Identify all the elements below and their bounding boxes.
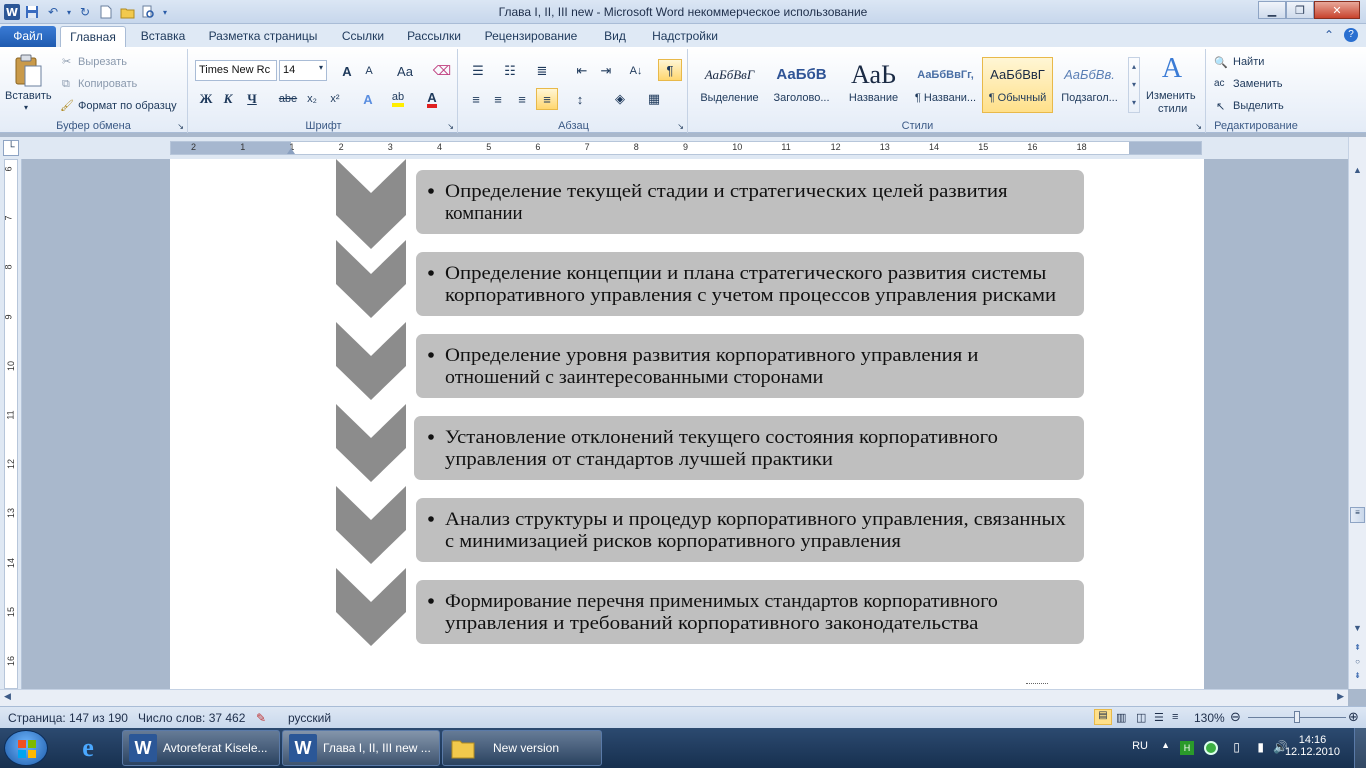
ruler-number: 14 [929, 142, 940, 152]
ruler-number: 14 [6, 557, 17, 568]
tab-references[interactable]: Ссылки [341, 29, 385, 43]
internet-explorer-icon[interactable]: e [82, 733, 94, 762]
style-heading[interactable] [766, 57, 837, 113]
close-icon[interactable]: ✕ [1314, 1, 1360, 19]
format-painter-icon: 🖌 [60, 100, 74, 112]
replace-icon: ac [1214, 78, 1225, 89]
bullet-icon [428, 352, 434, 358]
ruler-number: 6 [535, 142, 541, 152]
zoom-slider-thumb[interactable] [1294, 711, 1300, 723]
tab-addins[interactable]: Надстройки [652, 29, 718, 43]
zoom-in-icon[interactable]: ⊕ [1348, 709, 1359, 724]
step-text: Определение концепции и плана стратегического развития системы [445, 264, 1047, 284]
document-workspace [22, 159, 1348, 689]
ruler-left-margin [171, 142, 291, 154]
browse-object-icon[interactable]: ○ [1355, 657, 1360, 666]
anchor-marker [1026, 683, 1048, 687]
superscript-icon[interactable]: x² [330, 93, 340, 105]
ruler-number: 13 [6, 508, 17, 519]
ruler-number: 2 [191, 142, 197, 152]
step-box [416, 334, 1084, 398]
borders-icon[interactable]: ▦ [647, 91, 661, 106]
ruler-number: 8 [633, 142, 639, 152]
battery-icon[interactable]: ▯ [1233, 740, 1240, 754]
line-spacing-icon[interactable]: ↕ [576, 91, 584, 107]
style-emphasis[interactable] [694, 57, 765, 113]
horizontal-ruler[interactable] [170, 141, 1202, 155]
justify-icon[interactable]: ≡ [536, 88, 558, 110]
step-box [416, 170, 1084, 234]
ruler-number: 11 [781, 142, 791, 152]
step-text: управления от стандартов лучшей практики [445, 450, 834, 470]
font-group-label: Шрифт [305, 120, 342, 132]
bold-icon[interactable]: Ж [199, 91, 213, 106]
decrease-indent-icon[interactable]: ⇤ [576, 63, 588, 78]
group-styles [690, 49, 1206, 133]
taskbar-item-avtoreferat[interactable] [122, 730, 280, 766]
chevron-arrow [336, 568, 406, 646]
scroll-down-icon[interactable]: ▼ [1353, 623, 1362, 633]
font-name-input[interactable]: Times New Rc [195, 60, 277, 81]
style-preview: АаБбВвГ [704, 67, 755, 82]
zoom-level[interactable]: 130% [1194, 711, 1225, 725]
styles-group-label: Стили [901, 120, 934, 132]
ribbon-home [0, 47, 1366, 133]
tab-selector-icon[interactable]: └ [3, 140, 19, 156]
select-icon: ↖ [1216, 101, 1226, 113]
ruler-number: 10 [6, 360, 17, 371]
bullet-icon [428, 188, 434, 194]
horizontal-ruler-row [0, 137, 1366, 159]
paragraph-group-label: Абзац [558, 120, 589, 132]
chevron-arrow [336, 486, 406, 564]
clipboard-launcher-icon[interactable]: ↘ [177, 122, 184, 131]
grow-font-icon[interactable]: A [342, 63, 352, 79]
text-effects-icon[interactable]: A [363, 91, 373, 107]
style-preview: АаБбВвГг, [917, 69, 974, 81]
align-left-icon[interactable]: ≡ [472, 91, 480, 107]
underline-icon[interactable]: Ч [247, 91, 257, 106]
print-layout-icon[interactable]: ▤ [1094, 709, 1112, 725]
replace-button[interactable]: Заменить [1233, 78, 1283, 90]
step-box [416, 580, 1084, 644]
scroll-right-icon[interactable]: ▶ [1337, 691, 1344, 701]
tab-mailings[interactable]: Рассылки [407, 29, 461, 43]
next-page-icon[interactable]: ⇟ [1354, 671, 1361, 680]
style-name: ¶ Названи... [914, 92, 977, 104]
vertical-ruler-scale [4, 159, 18, 689]
page-count[interactable]: Страница: 147 из 190 [8, 711, 128, 725]
step-text: компании [445, 204, 523, 224]
start-button[interactable] [4, 730, 48, 766]
ruler-number: 15 [6, 606, 17, 617]
shading-icon[interactable]: ◈ [615, 91, 625, 106]
italic-icon[interactable]: К [223, 91, 233, 106]
show-hidden-icons-icon[interactable]: ▲ [1161, 740, 1170, 750]
taskbar-item-label: Avtoreferat Kisele... [163, 741, 268, 755]
step-text: Установление отклонений текущего состояния корпоративного [445, 428, 998, 448]
help-icon[interactable]: ? [1344, 28, 1358, 42]
show-formatting-icon[interactable]: ¶ [658, 59, 682, 81]
multilevel-list-icon[interactable]: ≣ [536, 63, 548, 78]
paste-dropdown-icon[interactable]: ▾ [24, 103, 29, 112]
tab-insert[interactable]: Вставка [140, 29, 186, 43]
change-styles-icon[interactable]: A [1161, 53, 1183, 84]
ruler-number: 1 [240, 142, 246, 152]
draft-icon[interactable]: ≡ [1172, 711, 1179, 723]
strikethrough-icon[interactable]: abe [278, 93, 298, 105]
tab-file[interactable]: Файл [0, 26, 56, 47]
tray-app-icon[interactable]: H [1180, 741, 1194, 755]
font-launcher-icon[interactable]: ↘ [447, 122, 454, 131]
taskbar [0, 728, 1366, 768]
word-icon: W [289, 734, 317, 762]
title-bar [0, 0, 1366, 24]
editing-group-label: Редактирование [1214, 120, 1298, 132]
ruler-number: 11 [5, 410, 16, 420]
change-styles-button[interactable]: Изменить [1146, 90, 1196, 102]
restore-icon[interactable]: ❐ [1286, 1, 1314, 19]
step-text: Определение текущей стадии и стратегических целей развития [445, 182, 1009, 202]
ruler-number: 10 [732, 142, 743, 152]
tab-review[interactable]: Рецензирование [484, 29, 578, 43]
font-color-icon[interactable]: A [422, 89, 442, 109]
taskbar-item-label: Глава I, II, III new ... [323, 741, 431, 755]
ruler-right-margin [1129, 142, 1201, 154]
cut-icon: ✂ [62, 56, 72, 68]
find-button[interactable]: Найти [1233, 56, 1265, 68]
ruler-number: 7 [3, 215, 14, 221]
proofing-icon[interactable]: ✎ [256, 711, 267, 725]
ruler-number: 16 [6, 655, 17, 667]
scroll-thumb[interactable]: ≡ [1350, 507, 1365, 523]
vertical-scrollbar[interactable] [1348, 137, 1366, 689]
style-name: Подзагол... [1061, 92, 1118, 104]
word-count[interactable]: Число слов: 37 462 [138, 711, 246, 725]
increase-indent-icon[interactable]: ⇥ [600, 63, 612, 78]
style-name: Заголово... [773, 92, 830, 104]
step-text: Анализ структуры и процедур корпоративного управления, связанных [445, 510, 1067, 530]
step-box [414, 416, 1084, 480]
paste-icon[interactable] [10, 53, 46, 89]
web-layout-icon[interactable]: ◫ [1136, 712, 1147, 724]
align-right-icon[interactable]: ≡ [518, 91, 526, 107]
paste-button[interactable]: Вставить [5, 90, 52, 102]
numbering-icon[interactable]: ☷ [504, 63, 516, 78]
ruler-number: 9 [3, 314, 14, 320]
clock-date: 12.12.2010 [1284, 746, 1340, 758]
group-paragraph [460, 49, 688, 133]
bullet-icon [428, 270, 434, 276]
style-name: ¶ Обычный [988, 92, 1047, 104]
group-editing [1208, 49, 1304, 133]
ruler-number: 8 [3, 264, 14, 270]
style-preview: АаБбВв. [1064, 67, 1115, 82]
style-subtitle[interactable] [1054, 57, 1125, 113]
step-text: Формирование перечня применимых стандартов корпоративного [445, 592, 998, 612]
previous-page-icon[interactable]: ⇞ [1354, 643, 1361, 652]
ruler-number: 13 [879, 142, 890, 152]
language-indicator[interactable]: русский [288, 711, 332, 725]
word-icon: W [129, 734, 157, 762]
ruler-number: 16 [1027, 142, 1038, 152]
status-bar [0, 706, 1366, 728]
find-icon: 🔍 [1214, 57, 1228, 69]
taskbar-item-new-version[interactable] [442, 730, 602, 766]
chevron-arrow [336, 240, 406, 318]
scroll-up-icon[interactable]: ▲ [1353, 165, 1362, 175]
taskbar-item-glava[interactable] [282, 730, 440, 766]
chevron-arrow [336, 159, 406, 249]
group-clipboard [0, 49, 188, 133]
style-title-alt[interactable] [910, 57, 981, 113]
taskbar-item-label: New version [493, 741, 560, 755]
ruler-number: 2 [338, 142, 344, 152]
align-center-icon[interactable]: ≡ [494, 91, 502, 107]
horizontal-scrollbar[interactable] [0, 689, 1348, 706]
subscript-icon[interactable]: x₂ [307, 93, 317, 105]
volume-icon[interactable]: 🔊 [1273, 740, 1288, 754]
scroll-left-icon[interactable]: ◀ [4, 691, 11, 701]
word-app-icon[interactable]: W [5, 5, 19, 19]
window-controls [1258, 1, 1360, 19]
step-box [416, 252, 1084, 316]
cut-button[interactable]: Вырезать [78, 56, 127, 68]
show-desktop-button[interactable] [1354, 728, 1366, 768]
tray-status-icon[interactable] [1204, 741, 1218, 755]
clipboard-group-label: Буфер обмена [56, 120, 131, 132]
vertical-ruler [0, 159, 22, 689]
copy-button[interactable]: Копировать [78, 78, 138, 90]
undo-dropdown-icon[interactable]: ▾ [66, 7, 71, 17]
step-text: Определение уровня развития корпоративного управления и [445, 346, 979, 366]
style-name: Выделение [700, 92, 759, 104]
ruler-number: 9 [683, 142, 689, 152]
styles-launcher-icon[interactable]: ↘ [1195, 122, 1202, 131]
ruler-number: 15 [978, 142, 989, 152]
step-text: управления и требований корпоративного законодательства [445, 614, 979, 634]
step-text: корпоративного управления с учетом процессов управления рисками [445, 286, 1057, 306]
minimize-icon[interactable]: ▁ [1258, 1, 1286, 19]
copy-icon: ⧉ [62, 78, 70, 90]
step-text: с минимизацией рисков корпоративного управления [445, 532, 902, 552]
outline-icon[interactable]: ☰ [1154, 712, 1164, 724]
sort-icon[interactable]: A↓ [629, 65, 643, 77]
styles-scroll-icon[interactable]: ▴ ▾ ▾ [1128, 57, 1140, 113]
redo-icon[interactable]: ↻ [79, 5, 91, 19]
change-case-icon[interactable]: Aa [397, 63, 413, 79]
document-page[interactable] [170, 159, 1204, 689]
font-size-dropdown-icon[interactable]: ▾ [319, 63, 324, 72]
clock[interactable] [1285, 734, 1340, 758]
highlight-icon[interactable]: ab [388, 89, 408, 109]
ruler-number: 18 [1076, 142, 1087, 152]
select-button[interactable]: Выделить [1233, 100, 1284, 112]
bullets-icon[interactable]: ☰ [472, 63, 484, 78]
ruler-number: 3 [387, 142, 393, 152]
font-size-input[interactable]: 14 [279, 60, 327, 81]
tab-page-layout[interactable]: Разметка страницы [208, 29, 318, 43]
undo-icon[interactable]: ↶ [47, 5, 59, 19]
paragraph-launcher-icon[interactable]: ↘ [677, 122, 684, 131]
style-normal[interactable] [982, 57, 1053, 113]
change-styles-label: стили [1158, 103, 1188, 115]
ruler-number: 5 [486, 142, 492, 152]
bullet-icon [428, 516, 434, 522]
zoom-out-icon[interactable]: ⊖ [1230, 709, 1241, 724]
ruler-number: 4 [437, 142, 443, 152]
indent-marker-icon[interactable] [287, 144, 295, 154]
ruler-number: 12 [830, 142, 841, 152]
clock-time: 14:16 [1298, 734, 1327, 746]
network-icon[interactable]: ▮ [1257, 740, 1264, 754]
full-screen-reading-icon[interactable]: ▥ [1116, 712, 1127, 724]
style-preview: АаБбВвГ [990, 67, 1045, 82]
chevron-arrow [336, 404, 406, 482]
minimize-ribbon-icon[interactable]: ⌃ [1323, 28, 1334, 42]
ribbon-tabs [0, 24, 1366, 47]
bullet-icon [428, 598, 434, 604]
tab-home[interactable]: Главная [60, 26, 126, 47]
ruler-number: 12 [6, 459, 17, 470]
input-language[interactable]: RU [1132, 740, 1148, 752]
shrink-font-icon[interactable]: A [365, 65, 373, 77]
customize-qat-icon[interactable]: ▾ [162, 7, 167, 17]
clear-formatting-icon[interactable]: ⌫ [432, 63, 452, 78]
format-painter-button[interactable]: Формат по образцу [78, 100, 177, 112]
style-name: Название [848, 92, 899, 104]
step-text: отношений с заинтересованными сторонами [445, 368, 824, 388]
ruler-number: 6 [3, 166, 14, 172]
style-preview: АаБбВ [776, 66, 827, 83]
bullet-icon [428, 434, 434, 440]
style-preview: АаЬ [851, 60, 896, 89]
tab-view[interactable]: Вид [604, 29, 626, 43]
style-title[interactable] [838, 57, 909, 113]
process-diagram [170, 159, 1204, 689]
window-title: Глава I, II, III new - Microsoft Word некоммерческое использование [498, 5, 868, 19]
step-box [416, 498, 1084, 562]
chevron-arrow [336, 322, 406, 400]
ruler-number: 1 [289, 142, 295, 152]
ruler-number: 7 [584, 142, 590, 152]
folder-icon [449, 734, 477, 762]
group-font [190, 49, 458, 133]
